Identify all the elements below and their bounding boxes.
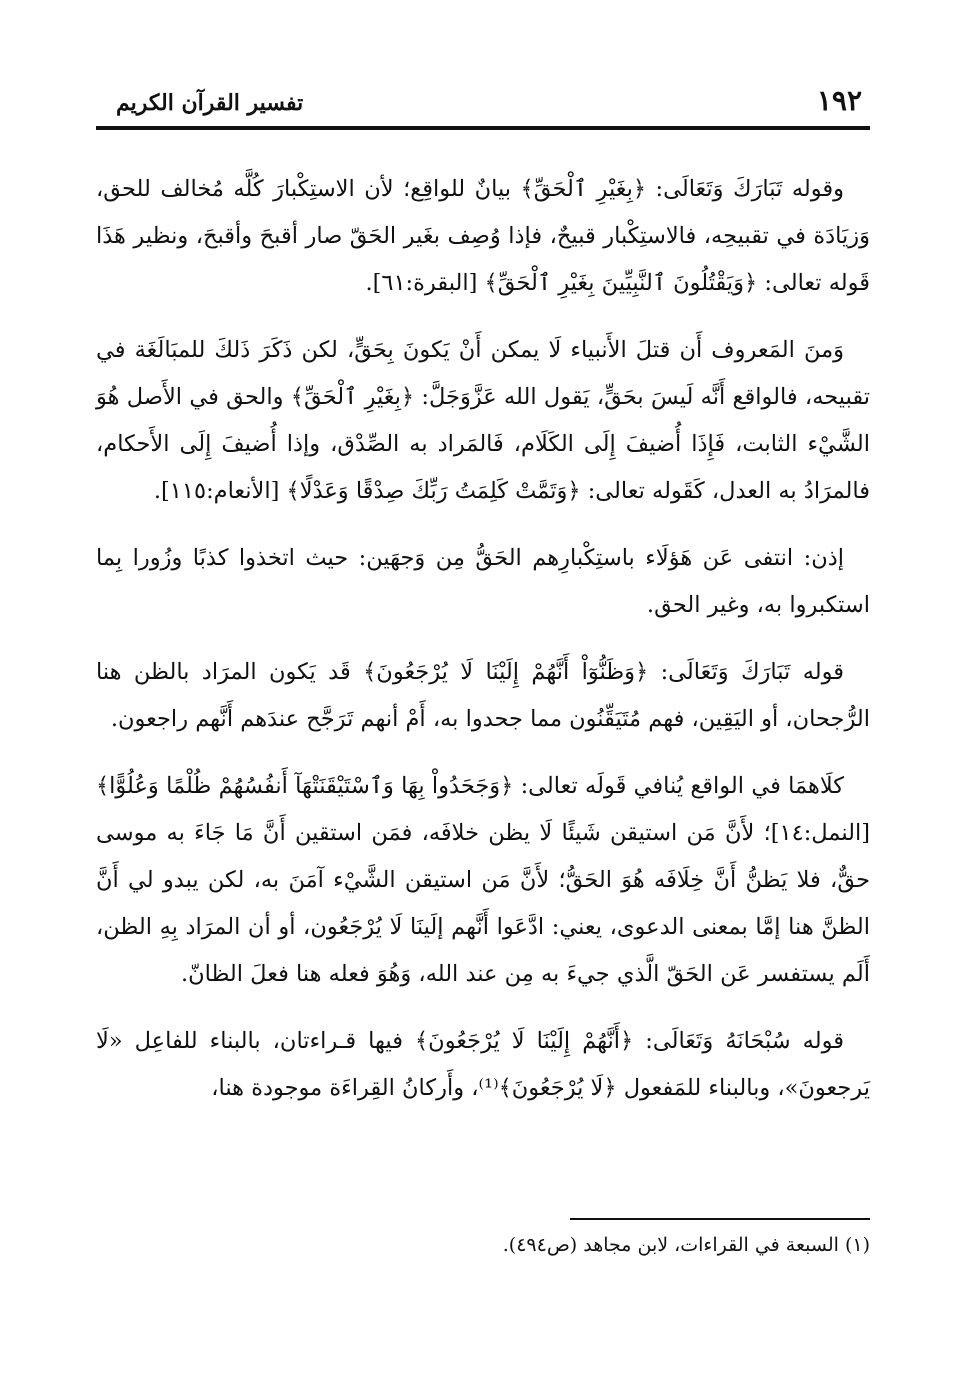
footnote-divider	[570, 1218, 870, 1220]
page-header	[96, 80, 870, 130]
paragraph-5: كلَاهمَا في الواقع يُنافي قَولَه تعالى: ﴿وَجَحَدُواْ بِهَا وَٱسْتَيْقَنَتْهَآ أَنفُسُهُمْ ظُلْمًا وَعُلُوًّا﴾ [النمل:١٤]؛ لأَنَّ مَن استيقن شَيئًا لَا يظن خلافَه، فمَن استقين أَنَّ مَا جَاءَ به موسى حقٌّ، فلا يَظنُّ أَنَّ خِلَافَه هُوَ الحَقُّ؛ لأَنَّ مَن استيقن الشَّيْء آمَنَ به، لكن يبدو لي أَنَّ الظنَّ هنا إمَّا بمعنى الدعوى، يعني: ادَّعَوا أَنَّهم إلَينَا لَا يُرْجَعُون، أو أن المرَاد بِهِ الظن، أَلَم يستفسر عَن الحَقّ الَّذي جيءَ به مِن عند الله، وَهُوَ فعله هنا فعلَ الظانّ.	[96, 773, 870, 987]
paragraph-2: وَمنَ المَعروف أَن قتلَ الأَنبياء لَا يمكن أَنْ يَكونَ بِحَقٍّ، لكن ذَكَرَ ذَلكَ للمبَالَغَة في تقبيحه، فالواقع أَنَّه لَيسَ بحَقٍّ، يَقول الله عَزَّوَجَلَّ: ﴿بِغَيْرِ ٱلْحَقِّ﴾ والحق في الأَصل هُوَ الشَّيْء الثابت، فَإِذَا أُضيفَ إِلَى الكَلَام، فَالمَراد به الصِّدْق، وإذا أُضيفَ إِلَى الأَحكام، فالمرَادُ به العدل، كَقَوله تعالى: ﴿وَتَمَّتْ كَلِمَتُ رَبِّكَ صِدْقًا وَعَدْلًا﴾ [الأنعام:١١٥].	[96, 337, 870, 504]
page-number: ١٩٢	[816, 84, 862, 117]
footnote: (١) السبعة في القراءات، لابن مجاهد (ص٤٩٤).	[502, 1234, 870, 1256]
main-text	[96, 166, 870, 1132]
paragraph-6: قوله سُبْحَانَهُ وَتَعَالَى: ﴿أَنَّهُمْ إِلَيْنَا لَا يُرْجَعُونَ﴾ فيها قـراءتان، بالبناء للفاعِل «لَا يَرجعونَ»، وبالبناء للمَفعول ﴿لَا يُرْجَعُونَ﴾⁽¹⁾، وأَركانُ القِراءَة موجودة هنا،	[96, 1028, 870, 1101]
book-page	[96, 80, 870, 1340]
paragraph-1: وقوله تَبَارَكَ وَتَعَالَى: ﴿بِغَيْرِ ٱلْحَقِّ﴾ بيانٌ للواقِع؛ لأن الاستِكْبارَ كُلَّه مُخالف للحق، وَزيَادَة في تقبيحِه، فالاستِكْبار قبيحٌ، فإذا وُصِف بغَير الحَقّ صار أقبحَ وأقبحَ، ونظير هَذَا قَوله تعالى: ﴿وَيَقْتُلُونَ ٱلنَّبِيِّينَ بِغَيْرِ ٱلْحَقِّ﴾ [البقرة:٦١].	[96, 176, 870, 296]
running-title: تفسير القرآن الكريم	[116, 90, 304, 116]
paragraph-4: قوله تَبَارَكَ وَتَعَالَى: ﴿وَظَنُّوٓاْ أَنَّهُمْ إِلَيْنَا لَا يُرْجَعُونَ﴾ قَد يَكون المرَاد بالظن هنا الرُّجحان، أو اليَقِين، فهم مُتَيَقِّنُون مما جحدوا به، أَمْ أنهم تَرَجَّح عندَهم أَنَّهم راجعون.	[96, 659, 870, 732]
paragraph-3: إذن: انتفى عَن هَؤلَاء باستِكْبارِهم الحَقُّ مِن وَجهَين: حيث اتخذوا كذبًا وزُورا بِما استكبروا به، وغير الحق.	[96, 545, 870, 618]
